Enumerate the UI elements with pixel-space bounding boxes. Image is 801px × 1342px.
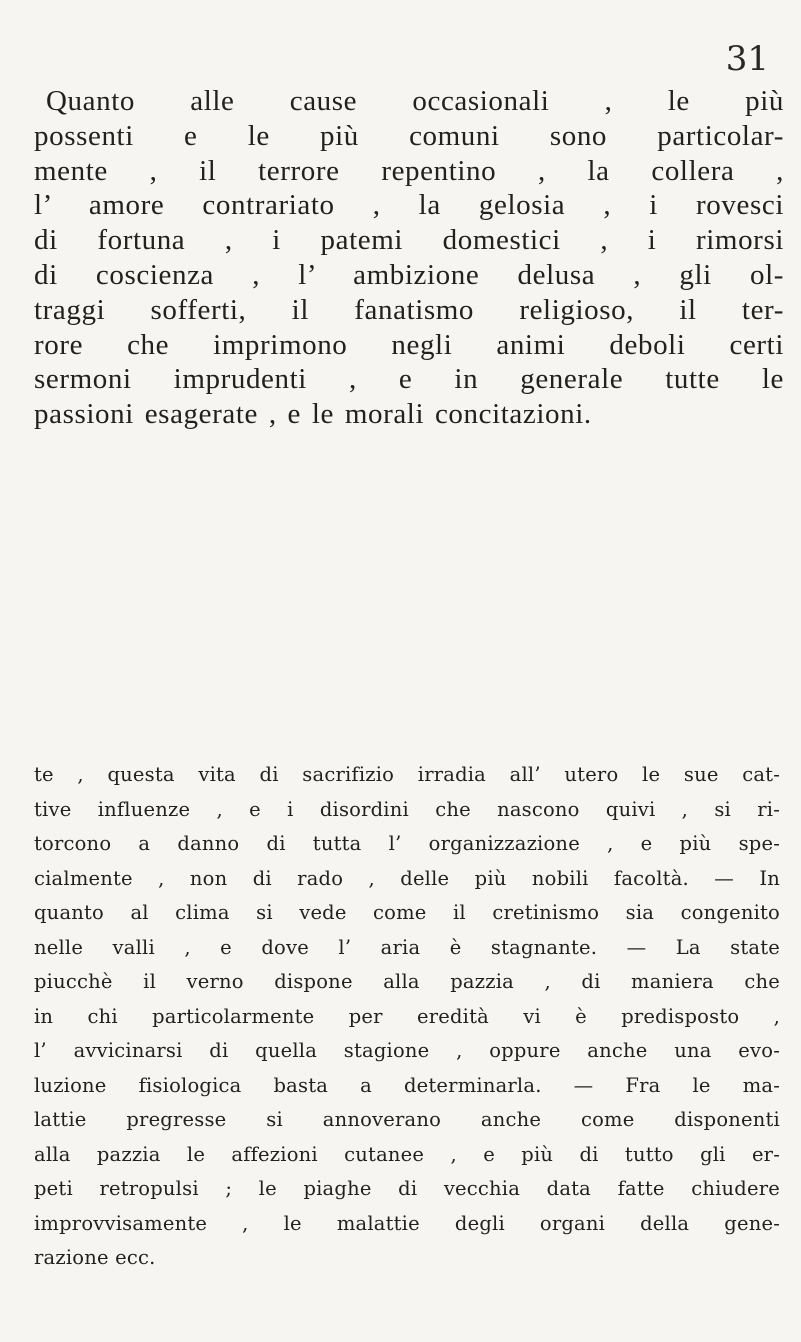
upper-paragraph: [34, 84, 784, 432]
lower-line: lattie pregresse si annoverano anche come disponenti: [34, 1108, 780, 1131]
lower-line: in chi particolarmente per eredità vi è predisposto ,: [34, 1004, 780, 1028]
lower-line: nelle valli , e dove l’ aria è stagnante. — La state: [34, 935, 780, 959]
upper-line: sermoni imprudenti , e in generale tutte le: [34, 363, 784, 396]
lower-line: tive influenze , e i disordini che nascono quivi , si ri-: [34, 797, 780, 821]
upper-line: mente , il terrore repentino , la collera ,: [34, 154, 784, 187]
upper-line: rore che imprimono negli animi deboli certi: [34, 328, 784, 361]
lower-line: razione ecc.: [34, 1246, 156, 1269]
lower-line: improvvisamente , le malattie degli organi della gene-: [34, 1211, 780, 1235]
lower-line: l’ avvicinarsi di quella stagione , oppure anche una evo-: [34, 1039, 780, 1062]
lower-line: alla pazzia le affezioni cutanee , e più di tutto gli er-: [34, 1142, 780, 1166]
upper-line: Quanto alle cause occasionali , le più: [46, 85, 784, 117]
upper-line: l’ amore contrariato , la gelosia , i rovesci: [34, 189, 784, 222]
page-number: 31: [725, 39, 769, 79]
lower-line: quanto al clima si vede come il cretinismo sia congenito: [34, 901, 780, 924]
lower-line: luzione fisiologica basta a determinarla. — Fra le ma-: [34, 1073, 780, 1097]
lower-line: te , questa vita di sacrifizio irradia all’ utero le sue cat-: [34, 763, 780, 786]
upper-line: passioni esagerate , e le morali concitazioni.: [34, 398, 592, 431]
lower-line: cialmente , non di rado , delle più nobili facoltà. — In: [34, 866, 780, 890]
upper-line: traggi sofferti, il fanatismo religioso, il ter-: [34, 293, 784, 326]
upper-line: di fortuna , i patemi domestici , i rimorsi: [34, 224, 784, 257]
lower-line: torcono a danno di tutta l’ organizzazione , e più spe-: [34, 832, 780, 855]
lower-paragraph: [34, 758, 780, 1276]
upper-line: possenti e le più comuni sono particolar-: [34, 119, 784, 152]
lower-line: piucchè il verno dispone alla pazzia , di maniera che: [34, 970, 780, 993]
lower-line: peti retropulsi ; le piaghe di vecchia data fatte chiudere: [34, 1177, 780, 1200]
upper-line: di coscienza , l’ ambizione delusa , gli ol-: [34, 258, 784, 291]
